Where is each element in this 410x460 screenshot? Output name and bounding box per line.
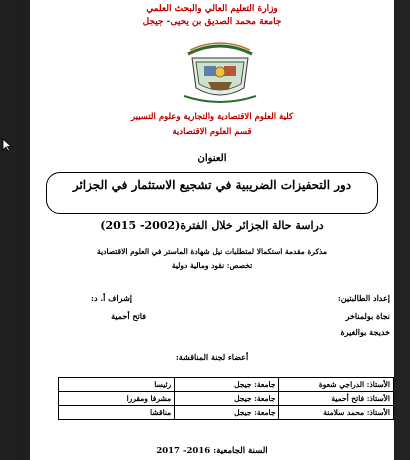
university-name: جامعة محمد الصديق بن يحيى- جيجل (142, 17, 282, 27)
member-role: مشرفا ومقررا (59, 392, 175, 406)
member-university: جامعة: جيجل (175, 378, 279, 392)
faculty-name: كلية العلوم الاقتصادية والتجارية وعلوم التسيير (130, 112, 294, 122)
memo-statement: مذكرة مقدمة استكمالا لمتطلبات نيل شهادة الماستر في العلوم الاقتصادية (97, 247, 327, 256)
member-university: جامعة: جيجل (175, 406, 279, 420)
committee-label: أعضاء لجنة المناقشة: (175, 352, 249, 362)
member-name: الأستاذ: محمد سلامنة (279, 406, 394, 420)
member-name: الأستاذ: فاتح أحمية (279, 392, 394, 406)
department-name: قسم العلوم الاقتصادية (172, 127, 252, 137)
supervisor-label: إشراف أ. د: (91, 293, 132, 303)
table-row (59, 378, 394, 392)
table-row (59, 406, 394, 420)
academic-year: السنة الجامعية: 2016- 2017 (156, 446, 268, 456)
cursor-icon (2, 138, 12, 152)
thesis-subtitle: دراسة حالة الجزائر خلال الفترة(2002- 2015) (100, 219, 324, 232)
supervisor-name: فاتح أحمية (111, 311, 146, 321)
right-scrollbar[interactable] (396, 0, 410, 460)
member-university: جامعة: جيجل (175, 392, 279, 406)
student-name: خديجة بوالغيرة (340, 327, 390, 337)
committee-table (58, 377, 394, 420)
document-page (30, 0, 394, 460)
student-name: نجاة بولمناخر (345, 311, 390, 321)
thesis-title: دور التحفيزات الضريبية في تشجيع الاستثمار في الجزائر (72, 178, 352, 192)
member-role: رئيسا (59, 378, 175, 392)
students-label: إعداد الطالبتين: (337, 293, 390, 303)
table-row (59, 392, 394, 406)
title-label: العنوان (197, 153, 227, 164)
university-crest-icon (180, 36, 260, 104)
left-rail (0, 0, 18, 460)
ministry-name: وزارة التعليم العالي والبحث العلمي (146, 4, 278, 14)
member-role: مناقشا (59, 406, 175, 420)
member-name: الأستاذ: الدراجي شعوة (279, 378, 394, 392)
specialty: تخصص: نقود ومالية دولية (171, 261, 253, 270)
